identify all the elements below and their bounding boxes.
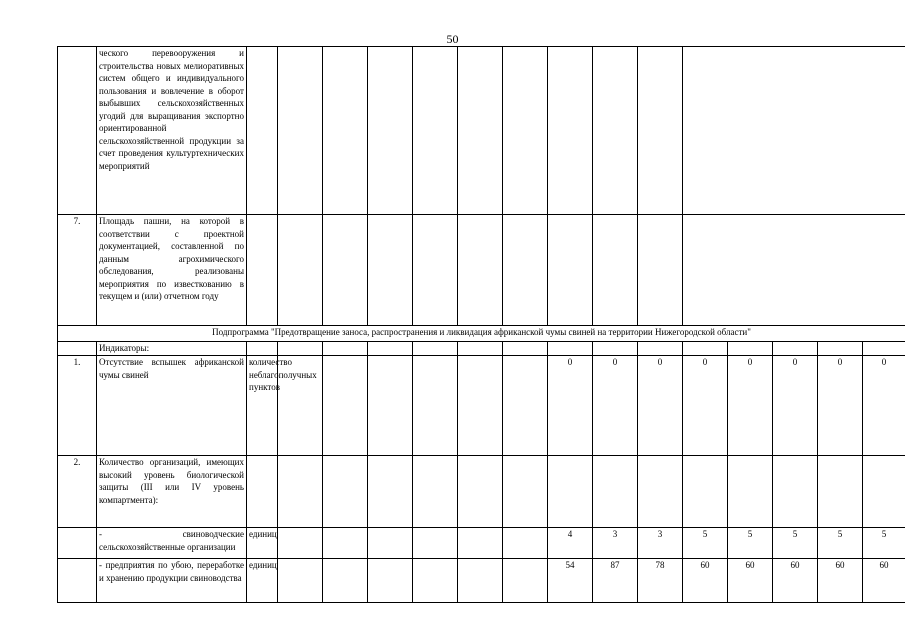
value-cell: 5 (863, 528, 905, 559)
value-cell: 78 (638, 559, 683, 603)
value-cell: 5 (683, 528, 728, 559)
table-row (58, 528, 905, 559)
value-cell: 4 (548, 528, 593, 559)
table-row (58, 215, 905, 326)
value-cell: 54 (548, 559, 593, 603)
row-number: 2. (58, 456, 97, 528)
value-cell: 5 (728, 528, 773, 559)
indicator-description: ческого перевооружения и строительства новых мелиоративных систем общего и индивидуального пользования и вовлечение в оборот выбывших сельскохозяйственных угодий для выращивания экспортно ориентированной сельскохозяйственной продукции за счет проведения культуртехнических мероприятий (97, 47, 247, 215)
value-cell: 60 (773, 559, 818, 603)
value-cell: 3 (638, 528, 683, 559)
value-cell: 87 (593, 559, 638, 603)
indicator-description: - предприятия по убою, переработке и хранению продукции свиноводства (97, 559, 247, 603)
indicator-table (57, 46, 905, 603)
indicator-description: Площадь пашни, на которой в соответствии с проектной документацией, составленной по данным агрохимического обследования, реализованы мероприятия по известкованию в текущем и (или) отчетном году (97, 215, 247, 326)
unit-cell: количество неблагополучных пунктов (247, 356, 278, 456)
indicator-description: Отсутствие вспышек африканской чумы свиней (97, 356, 247, 456)
value-cell: 60 (863, 559, 905, 603)
value-cell: 5 (773, 528, 818, 559)
table-row (58, 47, 905, 215)
table-row (58, 559, 905, 603)
value-cell: 60 (728, 559, 773, 603)
indicators-label: Индикаторы: (97, 342, 247, 356)
value-cell: 0 (548, 356, 593, 456)
value-cell: 0 (863, 356, 905, 456)
value-cell: 60 (683, 559, 728, 603)
table-row (58, 342, 905, 356)
value-cell: 60 (818, 559, 863, 603)
unit-cell: единиц (247, 559, 278, 603)
value-cell: 5 (818, 528, 863, 559)
value-cell: 0 (638, 356, 683, 456)
value-cell: 0 (773, 356, 818, 456)
table-row (58, 456, 905, 528)
indicator-description: - свиноводческие сельскохозяйственные организации (97, 528, 247, 559)
value-cell: 0 (683, 356, 728, 456)
indicator-description: Количество организаций, имеющих высокий уровень биологической защиты (III или IV уровень компартмента): (97, 456, 247, 528)
value-cell: 0 (728, 356, 773, 456)
table-row (58, 356, 905, 456)
row-number: 7. (58, 215, 97, 326)
unit-cell: единиц (247, 528, 278, 559)
subprogram-row (58, 326, 905, 342)
page-number: 50 (446, 32, 459, 46)
row-number: 1. (58, 356, 97, 456)
value-cell: 0 (818, 356, 863, 456)
value-cell: 0 (593, 356, 638, 456)
value-cell: 3 (593, 528, 638, 559)
subprogram-title: Подпрограмма "Предотвращение заноса, распространения и ликвидация африканской чумы свиней на территории Нижегородской области" (58, 326, 905, 342)
